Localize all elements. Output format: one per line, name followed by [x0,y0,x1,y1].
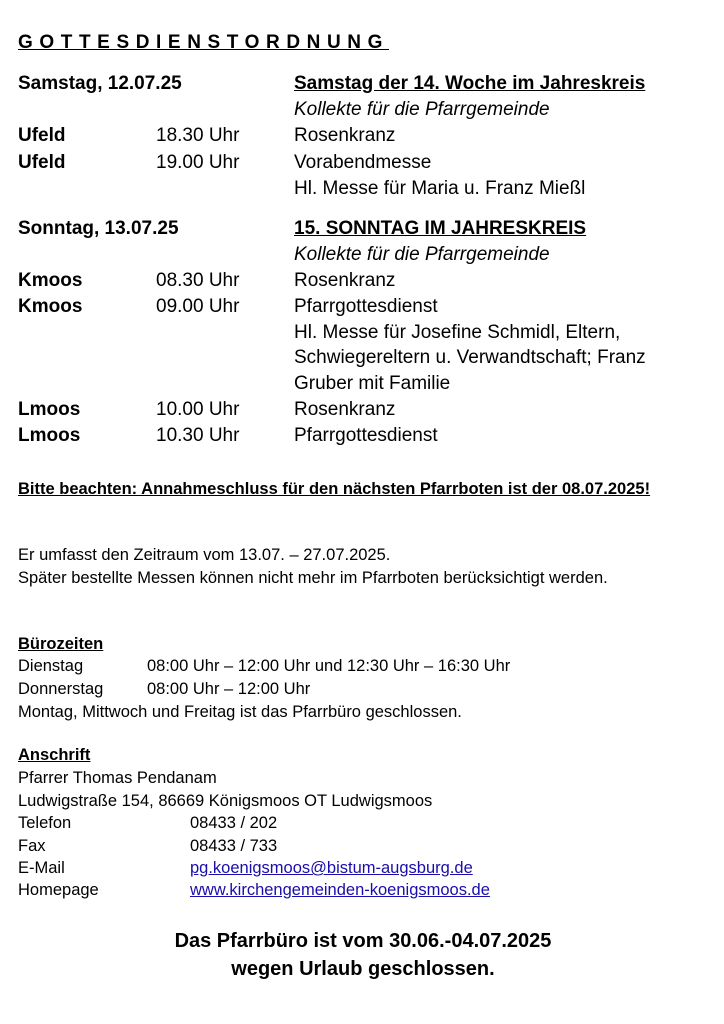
event-time: 08.30 Uhr [156,270,240,291]
event-place: Kmoos [18,296,83,317]
closing-notice [18,927,708,983]
contact-label: Fax [18,837,46,855]
event-title: Rosenkranz [294,270,396,291]
page-title: GOTTESDIENSTORDNUNG [18,32,390,53]
event-title: Pfarrgottesdienst [294,425,438,446]
period-line: Er umfasst den Zeitraum vom 13.07. – 27.07.2025. [18,546,391,564]
day2-collection: Kollekte für die Pfarrgemeinde [294,244,550,265]
mass-intention-line: Gruber mit Familie [294,373,451,394]
office-hours: 08:00 Uhr – 12:00 Uhr und 12:30 Uhr – 16:30 Uhr [147,657,511,675]
day1-date: Samstag, 12.07.25 [18,73,182,94]
event-time: 19.00 Uhr [156,152,240,173]
period-note: Später bestellte Messen können nicht mehr im Pfarrboten berücksichtigt werden. [18,569,608,587]
event-place: Kmoos [18,270,83,291]
closing-line: wegen Urlaub geschlossen. [231,958,495,980]
deadline-notice: Bitte beachten: Annahmeschluss für den nächsten Pfarrboten ist der 08.07.2025! [18,480,651,498]
event-time: 10.00 Uhr [156,399,240,420]
event-time: 10.30 Uhr [156,425,240,446]
day2-date: Sonntag, 13.07.25 [18,218,179,239]
event-title: Pfarrgottesdienst [294,296,438,317]
closing-line: Das Pfarrbüro ist vom 30.06.-04.07.2025 [174,930,552,952]
event-place: Ufeld [18,152,66,173]
office-hours-heading: Bürozeiten [18,635,104,653]
event-time: 18.30 Uhr [156,125,240,146]
event-place: Lmoos [18,425,81,446]
event-title: Vorabendmesse [294,152,432,173]
pastor-name: Pfarrer Thomas Pendanam [18,769,217,787]
event-place: Ufeld [18,125,66,146]
contact-label: Telefon [18,814,72,832]
office-day: Dienstag [18,657,84,675]
day2-heading: 15. SONNTAG IM JAHRESKREIS [294,218,587,239]
event-title: Rosenkranz [294,125,396,146]
contact-label: Homepage [18,881,99,899]
day1-collection: Kollekte für die Pfarrgemeinde [294,99,550,120]
event-place: Lmoos [18,399,81,420]
office-hours: 08:00 Uhr – 12:00 Uhr [147,680,311,698]
homepage-link[interactable]: www.kirchengemeinden-koenigsmoos.de [190,881,490,899]
email-link[interactable]: pg.koenigsmoos@bistum-augsburg.de [190,859,473,877]
office-day: Donnerstag [18,680,104,698]
mass-intention-line: Hl. Messe für Josefine Schmidl, Eltern, [294,322,621,343]
phone-value: 08433 / 202 [190,814,278,832]
event-title: Rosenkranz [294,399,396,420]
day1-heading: Samstag der 14. Woche im Jahreskreis [294,73,646,94]
fax-value: 08433 / 733 [190,837,278,855]
address-heading: Anschrift [18,746,91,764]
office-closed-note: Montag, Mittwoch und Freitag ist das Pfarrbüro geschlossen. [18,703,462,721]
mass-intention-line: Schwiegereltern u. Verwandtschaft; Franz [294,347,646,368]
event-time: 09.00 Uhr [156,296,240,317]
contact-label: E-Mail [18,859,65,877]
mass-intention: Hl. Messe für Maria u. Franz Mießl [294,178,586,199]
street-address: Ludwigstraße 154, 86669 Königsmoos OT Ludwigsmoos [18,792,433,810]
